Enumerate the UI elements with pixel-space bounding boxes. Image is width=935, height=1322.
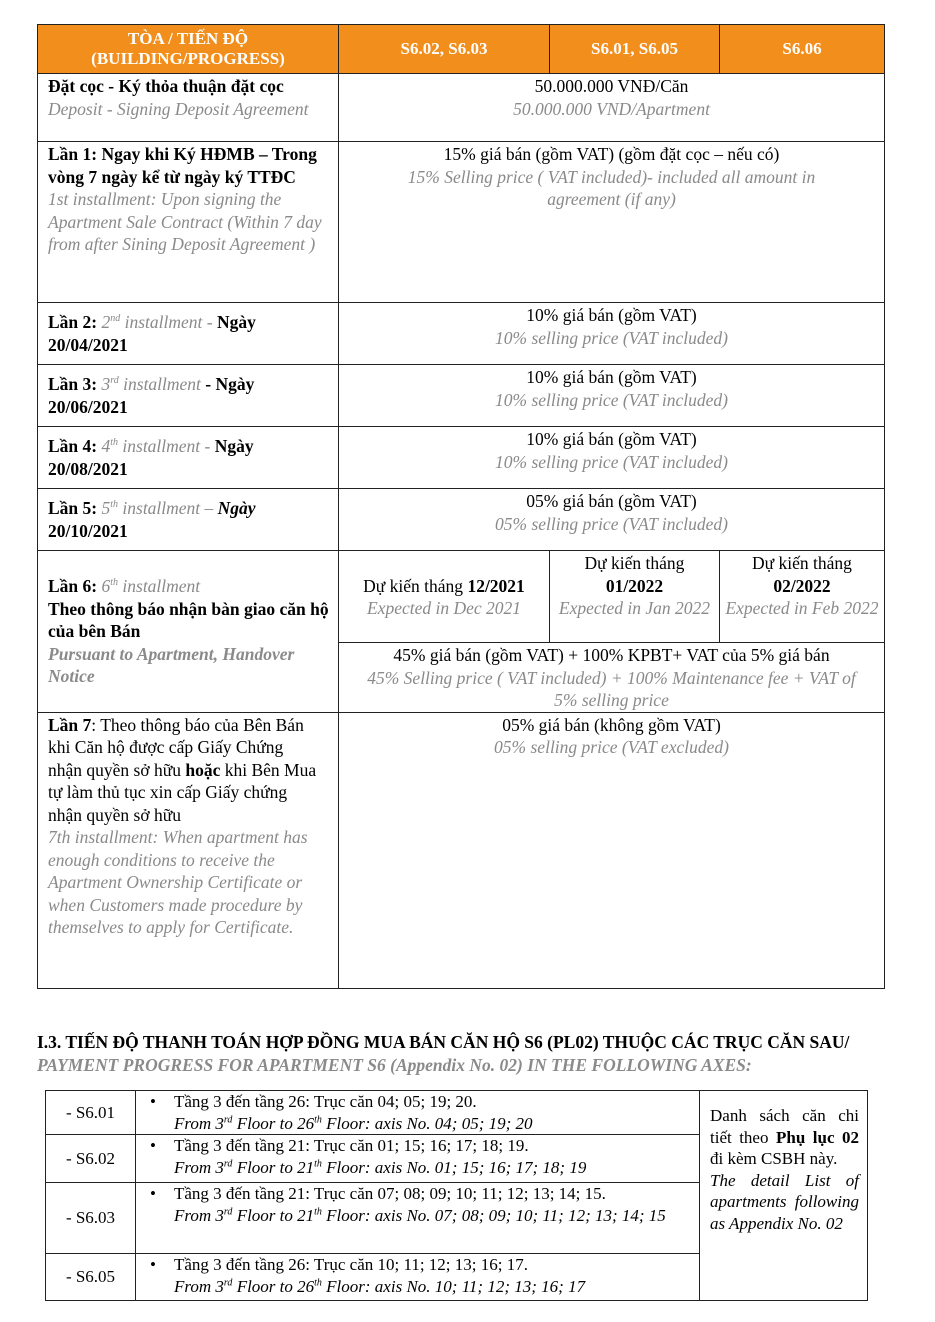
inst5-sep: – [200,498,218,518]
inst4-lan: Lần 4: [48,436,98,456]
header-col4: S6.06 [720,25,885,74]
schedule-row-inst4 [38,427,885,489]
schedule-header-row [38,25,885,74]
inst4-ngay: Ngày [214,436,254,456]
inst3-label-cell [38,365,339,427]
inst2-ord-num: 2 [101,312,111,332]
axes-detail-vi: • Tầng 3 đến tầng 21: Trục căn 07; 08; 09; 10; 11; 12; 13; 14; 15. [174,1184,606,1203]
inst7-value-vi: 05% giá bán (không gồm VAT) [502,714,721,735]
inst2-value-en: 10% selling price (VAT included) [495,327,728,348]
inst2-ord-sup: nd [110,313,121,325]
inst7-hoac: hoặc [185,759,221,780]
inst2-ord-text: installment [120,312,203,332]
inst7-value-en: 05% selling price (VAT excluded) [494,737,729,757]
inst6-exp2-vi: Dự kiến tháng [584,553,685,573]
axes-detail-cell [136,1254,700,1301]
inst1-value-cell [339,142,885,303]
schedule-row-inst5 [38,489,885,551]
inst5-lan: Lần 5: [48,498,98,518]
schedule-row-inst3 [38,365,885,427]
axes-detail-vi: • Tầng 3 đến tầng 26: Trục căn 10; 11; 12; 13; 16; 17. [174,1255,528,1274]
inst6-exp3-date: 02/2022 [773,575,831,596]
inst6-ord-num: 6 [101,576,111,596]
inst1-label-en: 1st installment: Upon signing the Apartment Sale Contract (Within 7 day from after Sining Deposit Agreement ) [48,189,322,254]
inst6-lan: Lần 6: [48,576,98,596]
inst5-ngay: Ngày [217,498,256,518]
inst4-date: 20/08/2021 [48,458,128,479]
axes-row [46,1091,868,1135]
axes-list-item [174,1135,695,1178]
deposit-label-cell [38,74,339,142]
inst2-label-cell [38,303,339,365]
schedule-row-inst2 [38,303,885,365]
inst7-label-en: 7th installment: When apartment has enough conditions to receive the Apartment Ownership Certificate or when Customers made procedure by themselves to apply for Certificate. [48,827,308,937]
inst5-value-en: 05% selling price (VAT included) [495,513,728,534]
inst7-label-vi [48,714,318,827]
inst5-value-vi: 05% giá bán (gồm VAT) [526,491,697,511]
schedule-row-inst1 [38,142,885,303]
inst3-value-cell [339,365,885,427]
inst2-value-cell [339,303,885,365]
header-building-progress [38,25,339,74]
section-heading [37,1031,927,1077]
inst5-label-cell [38,489,339,551]
schedule-row-inst7 [38,712,885,988]
axes-note-en: The detail List of apartments following as Appendix No. 02 [710,1170,859,1233]
axes-detail-en: From 3rd Floor to 21th Floor: axis No. 07; 08; 09; 10; 11; 12; 13; 14; 15 [174,1205,666,1225]
header-col3: S6.01, S6.05 [550,25,720,74]
axes-table [45,1090,868,1301]
deposit-label-vi: Đặt cọc - Ký thỏa thuận đặt cọc [48,76,284,96]
inst6-heading [48,575,334,598]
deposit-value-vi: 50.000.000 VNĐ/Căn [534,76,689,96]
inst5-ord-text: installment [118,498,201,518]
inst6-exp3-cell [720,551,885,643]
inst1-value-vi: 15% giá bán (gồm VAT) (gồm đặt cọc – nếu có) [443,144,780,164]
inst1-label-cell [38,142,339,303]
inst6-value-vi: 45% giá bán (gồm VAT) + 100% KPBT+ VAT của 5% giá bán [393,645,830,665]
axes-list-item [174,1183,695,1226]
inst6-label-vi: Theo thông báo nhận bàn giao căn hộ của bên Bán [48,598,329,641]
axes-note-vi: Danh sách căn chi tiết theo Phụ lục 02 đi kèm CSBH này. [710,1106,859,1168]
inst5-ord-num: 5 [101,498,111,518]
inst6-ord-sup: th [110,577,119,589]
inst1-value-en: 15% Selling price ( VAT included)- included all amount in agreement (if any) [407,166,816,209]
section-title-en: PAYMENT PROGRESS FOR APARTMENT S6 (Appendix No. 02) IN THE FOLLOWING AXES: [37,1055,752,1075]
inst4-ord-sup: th [110,437,119,449]
inst6-exp3-en: Expected in Feb 2022 [725,598,879,618]
axes-detail-cell [136,1091,700,1135]
inst2-lan: Lần 2: [48,312,98,332]
inst4-ord-num: 4 [101,436,111,456]
axes-code: - S6.03 [46,1183,136,1254]
inst4-value-en: 10% selling price (VAT included) [495,451,728,472]
inst7-text1: : Theo thông báo của Bên Bán khi Căn hộ được cấp Giấy Chứng nhận quyền sở hữu [48,714,304,780]
inst6-exp1-cell [339,551,550,643]
axes-detail-en: From 3rd Floor to 21th Floor: axis No. 01; 15; 16; 17; 18; 19 [174,1157,587,1177]
schedule-row-inst6 [38,551,885,643]
inst3-date: 20/06/2021 [48,396,128,417]
deposit-label-en: Deposit - Signing Deposit Agreement [48,98,309,119]
axes-detail-vi: • Tầng 3 đến tầng 26: Trục căn 04; 05; 19; 20. [174,1092,477,1111]
axes-detail-en: From 3rd Floor to 26th Floor: axis No. 04; 05; 19; 20 [174,1113,533,1133]
inst4-label-cell [38,427,339,489]
inst6-exp2-date: 01/2022 [605,575,664,596]
inst2-date: 20/04/2021 [48,334,128,355]
header-col2: S6.02, S6.03 [339,25,550,74]
axes-detail-cell [136,1135,700,1183]
inst3-ngay: Ngày [215,374,255,394]
section-title-vi: I.3. TIẾN ĐỘ THANH TOÁN HỢP ĐỒNG MUA BÁN CĂN HỘ S6 (PL02) THUỘC CÁC TRỤC CĂN SAU/ [37,1032,850,1052]
axes-code: - S6.02 [46,1135,136,1183]
inst6-exp1-en: Expected in Dec 2021 [366,598,522,618]
inst4-value-vi: 10% giá bán (gồm VAT) [526,429,697,449]
inst7-value-cell [339,712,885,988]
deposit-value-en: 50.000.000 VND/Apartment [513,98,710,119]
inst4-ord-text: installment [118,436,201,456]
inst3-sep: - [200,374,216,394]
inst6-exp1-date: 12/2021 [467,575,525,596]
inst6-exp3-vi: Dự kiến tháng [752,553,852,573]
inst3-value-vi: 10% giá bán (gồm VAT) [526,367,697,387]
inst6-exp2-en: Expected in Jan 2022 [558,598,711,618]
header-col1-en: (BUILDING/PROGRESS) [91,49,285,68]
inst2-ngay: Ngày [216,312,256,332]
inst6-exp1-vi: Dự kiến tháng [363,575,464,596]
inst6-ord-text: installment [118,576,201,596]
axes-list-item [174,1254,695,1297]
inst2-value-vi: 10% giá bán (gồm VAT) [526,305,697,325]
payment-schedule-table [37,24,885,989]
inst3-ord-text: installment [118,374,201,394]
axes-code: - S6.01 [46,1091,136,1135]
inst6-label-cell [38,551,339,713]
inst6-label-en: Pursuant to Apartment, Handover Notice [48,643,295,686]
axes-detail-en: From 3rd Floor to 26th Floor: axis No. 10; 11; 12; 13; 16; 17 [174,1276,586,1296]
schedule-row-deposit [38,74,885,142]
axes-code: - S6.05 [46,1254,136,1301]
inst3-ord-sup: rd [110,375,119,387]
inst4-sep: - [200,436,215,456]
inst6-exp2-cell [550,551,720,643]
inst7-lan: Lần 7 [48,714,92,735]
inst5-ord-sup: th [110,499,119,511]
inst3-ord-num: 3 [101,374,111,394]
inst7-label-cell [38,712,339,988]
inst3-value-en: 10% selling price (VAT included) [495,389,728,410]
inst7-text2: khi Bên Mua tự làm thủ tục xin cấp Giấy chứng nhận quyền sở hữu [48,759,317,825]
inst1-label-vi: Lần 1: Ngay khi Ký HĐMB – Trong vòng 7 ngày kể từ ngày ký TTĐC [48,144,317,187]
axes-note-cell [700,1091,868,1301]
inst6-value-en: 45% Selling price ( VAT included) + 100% Maintenance fee + VAT of 5% selling price [367,667,856,710]
axes-list-item [174,1091,695,1134]
inst5-date: 20/10/2021 [48,520,128,541]
deposit-value-cell [339,74,885,142]
axes-detail-vi: • Tầng 3 đến tầng 21: Trục căn 01; 15; 16; 17; 18; 19. [174,1136,529,1155]
axes-detail-cell [136,1183,700,1254]
inst4-value-cell [339,427,885,489]
inst3-lan: Lần 3: [48,374,98,394]
inst2-sep: - [202,312,217,332]
inst5-value-cell [339,489,885,551]
header-col1-vi: TÒA / TIẾN ĐỘ [127,29,249,48]
inst6-value-cell [339,643,885,713]
